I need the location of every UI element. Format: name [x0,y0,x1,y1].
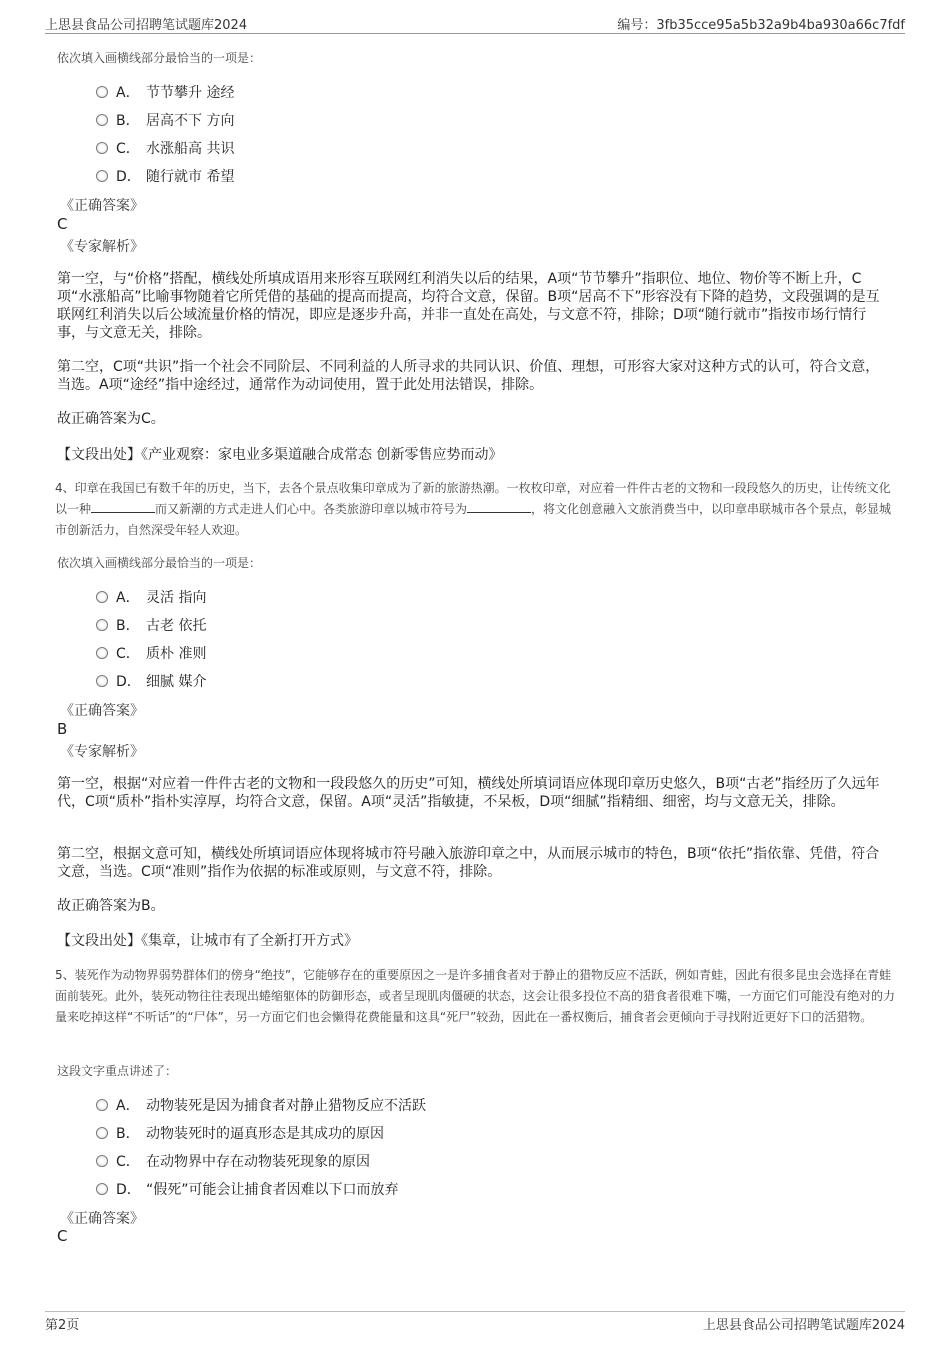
radio-icon[interactable] [96,1099,108,1111]
q3-prompt: 依次填入画横线部分最恰当的一项是： [57,51,262,65]
q3-analysis-3: 故正确答案为C。 [57,411,165,427]
q3-option-c[interactable]: C． 水涨船高 共识 [96,138,234,158]
q5-option-c[interactable]: C． 在动物界中存在动物装死现象的原因 [96,1151,370,1171]
q5-option-d[interactable]: D． “假死”可能会让捕食者因难以下口而放弃 [96,1179,399,1199]
q3-option-b[interactable]: B． 居高不下 方向 [96,110,234,130]
header-divider [45,33,905,34]
q5-option-b[interactable]: B． 动物装死时的逼真形态是其成功的原因 [96,1123,384,1143]
q4-analysis-label: 《专家解析》 [60,744,144,760]
radio-icon[interactable] [96,114,108,126]
page-header [45,12,905,32]
q4-analysis-3: 故正确答案为B。 [57,898,165,914]
radio-icon[interactable] [96,675,108,687]
footer-divider [45,1311,905,1312]
radio-icon[interactable] [96,647,108,659]
q3-option-a[interactable]: A． 节节攀升 途经 [96,82,234,102]
radio-icon[interactable] [96,170,108,182]
q4-prompt: 依次填入画横线部分最恰当的一项是： [57,556,262,570]
q3-source: 【文段出处】《产业观察：家电业多渠道融合成常态 创新零售应势而动》 [57,447,503,463]
q5-answer-label: 《正确答案》 [60,1211,144,1227]
q5-stem: 5、装死作为动物界弱势群体们的傍身“绝技”，它能够存在的重要原因之一是许多捕食者对于静止的猎物反应不活跃，例如青蛙，因此有很多昆虫会选择在青蛙面前装死。此外，装死动物往往表现出蜷缩躯体的防御形态，或者呈现肌肉僵硬的状态，这会让很多投位不高的猎食者很难下嘴，一方面它们可能没有绝对的力量来吃掉这样“不听话”的“尸体”，另一方面它们也会懒得花费能量和这具“死尸”较劲，因此在一番权衡后，捕食者会更倾向于寻找附近更好下口的活猎物。 [55,968,896,1024]
radio-icon[interactable] [96,591,108,603]
radio-icon[interactable] [96,1155,108,1167]
radio-icon[interactable] [96,1183,108,1195]
q5-prompt: 这段文字重点讲述了： [57,1064,178,1078]
header-title: 上思县食品公司招聘笔试题库2024 [45,18,248,33]
q4-option-c[interactable]: C． 质朴 准则 [96,643,206,663]
q3-analysis-2: 第二空，C项“共识”指一个社会不同阶层、不同利益的人所寻求的共同认识、价值、理想，可形容大家对这种方式的认可，符合文意，当选。A项“途经”指中途经过，通常作为动词使用，置于此处用法错误，排除。 [57,359,880,393]
q4-option-d[interactable]: D． 细腻 媒介 [96,671,206,691]
q4-answer-label: 《正确答案》 [60,703,144,719]
radio-icon[interactable] [96,142,108,154]
q4-stem: 4、印章在我国已有数千年的历史，当下，去各个景点收集印章成为了新的旅游热潮。一枚枚印章，对应着一件件古老的文物和一段段悠久的历史，让传统文化以一种 而又新潮的方式走进人们心中。各类旅游印章以城市符号为 ，将文化创意融入文旅消费当中，以印章串联城市各个景点，彰显城市创新活力，自然深受年轻人欢迎。 [55,481,892,537]
fill-blank-2 [467,500,531,513]
q4-analysis-2: 第二空，根据文意可知，横线处所填词语应体现将城市符号融入旅游印章之中，从而展示城市的特色，B项“依托”指依靠、凭借，符合文意，当选。C项“准则”指作为依据的标准或原则，与文意不符，排除。 [57,846,880,880]
q3-answer: C [57,215,68,233]
q5-option-a[interactable]: A． 动物装死是因为捕食者对静止猎物反应不活跃 [96,1095,426,1115]
q4-answer: B [57,720,68,738]
footer-title: 上思县食品公司招聘笔试题库2024 [702,1318,905,1333]
q4-analysis-1: 第一空，根据“对应着一件件古老的文物和一段段悠久的历史”可知，横线处所填词语应体现印章历史悠久，B项“古老”指经历了久远年代，C项“质朴”指朴实淳厚，均符合文意，保留。A项“灵活”指敏捷，不呆板，D项“细腻”指精细、细密，均与文意无关，排除。 [57,776,880,810]
q3-analysis-1: 第一空，与“价格”搭配，横线处所填成语用来形容互联网红利消失以后的结果，A项“节节攀升”指职位、地位、物价等不断上升，C项“水涨船高”比喻事物随着它所凭借的基础的提高而提高，均符合文意，保留。B项“居高不下”形容没有下降的趋势，文段强调的是互联网红利消失以后公域流量价格的情况，即应是逐步升高，并非一直处在高处，与文意不符，排除；D项“随行就市”指按市场行情行事，与文意无关，排除。 [57,271,880,341]
fill-blank-1 [91,500,155,513]
page-number: 第2页 [45,1318,80,1333]
q3-analysis-label: 《专家解析》 [60,239,144,255]
radio-icon[interactable] [96,619,108,631]
q4-source: 【文段出处】《集章，让城市有了全新打开方式》 [57,933,358,949]
q4-option-a[interactable]: A． 灵活 指向 [96,587,206,607]
q3-answer-label: 《正确答案》 [60,198,144,214]
header-id: 编号：3fb35cce95a5b32a9b4ba930a66c7fdf [617,18,905,33]
radio-icon[interactable] [96,86,108,98]
q5-answer: C [57,1227,68,1245]
q4-option-b[interactable]: B． 古老 依托 [96,615,206,635]
q3-option-d[interactable]: D． 随行就市 希望 [96,166,234,186]
radio-icon[interactable] [96,1127,108,1139]
